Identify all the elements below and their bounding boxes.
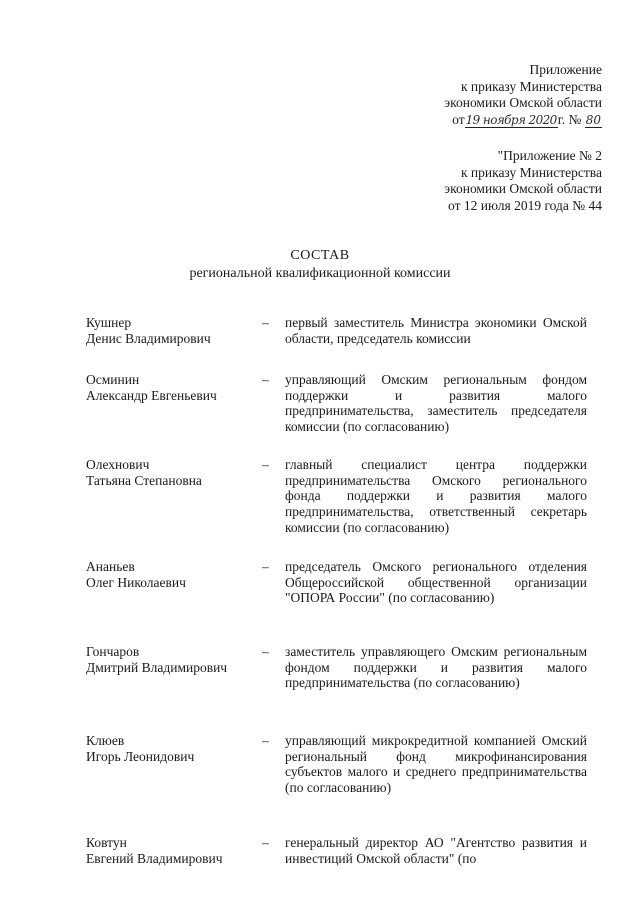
member-dash: – <box>262 835 269 850</box>
member-dash: – <box>262 559 269 574</box>
member-given-names: Игорь Леонидович <box>86 748 195 764</box>
amended-order-reference: к приказу Министерства <box>460 164 602 180</box>
member-role: управляющий микрокредитной компанией Омский региональный фонд микрофинансирования субъектов малого и среднего предпринимательства (по согласованию) <box>285 733 587 796</box>
appendix-label: Приложение <box>529 62 602 77</box>
member-name <box>86 835 256 866</box>
member-role: управляющий Омским региональным фондом поддержки и развития малого предпринимательства, заместитель председателя комиссии (по согласованию) <box>285 372 587 435</box>
title-subheading: региональной квалификационной комиссии <box>189 266 451 281</box>
amended-appendix-label: "Приложение № 2 <box>497 148 602 163</box>
member-name <box>86 315 256 346</box>
member-role: главный специалист центра поддержки предпринимательства Омского регионального фонда поддержки и развития малого предпринимательства, ответственный секретарь комиссии (по согласованию) <box>285 457 587 535</box>
member-surname: Кушнер <box>86 315 132 330</box>
member-given-names: Олег Николаевич <box>86 574 186 590</box>
year-number-prefix: г. № <box>557 111 582 127</box>
member-given-names: Дмитрий Владимирович <box>86 659 228 675</box>
amended-ministry-name: экономики Омской области <box>444 181 602 196</box>
title-heading: СОСТАВ <box>290 248 350 263</box>
member-dash: – <box>262 315 269 330</box>
handwritten-number: 80 <box>585 112 601 127</box>
member-name <box>86 733 256 764</box>
member-name <box>86 372 256 403</box>
member-surname: Гончаров <box>86 644 140 659</box>
member-given-names: Татьяна Степановна <box>86 472 202 488</box>
member-name <box>86 457 256 488</box>
member-surname: Клюев <box>86 733 125 748</box>
member-dash: – <box>262 372 269 387</box>
document-title <box>0 247 640 283</box>
ministry-name: экономики Омской области <box>444 95 602 110</box>
member-given-names: Александр Евгеньевич <box>86 387 217 403</box>
member-dash: – <box>262 733 269 748</box>
member-name <box>86 644 256 675</box>
member-name <box>86 559 256 590</box>
member-dash: – <box>262 457 269 472</box>
amended-appendix-header <box>444 148 602 214</box>
member-role: заместитель управляющего Омским региональным фондом поддержки и развития малого предпринимательства (по согласованию) <box>285 644 587 691</box>
order-date-line <box>444 112 602 129</box>
member-surname: Олехнович <box>86 457 150 472</box>
amended-order-date: от 12 июля 2019 года № 44 <box>448 197 602 213</box>
handwritten-date: 19 ноября 2020 <box>465 112 557 127</box>
member-dash: – <box>262 644 269 659</box>
member-given-names: Евгений Владимирович <box>86 850 223 866</box>
member-surname: Осминин <box>86 372 140 387</box>
member-surname: Ковтун <box>86 835 127 850</box>
appendix-header <box>444 62 602 128</box>
from-prefix: от <box>452 111 465 127</box>
member-role: председатель Омского регионального отделения Общероссийской общественной организации "ОПОРА России" (по согласованию) <box>285 559 587 606</box>
member-role: первый заместитель Министра экономики Омской области, председатель комиссии <box>285 315 587 346</box>
member-given-names: Денис Владимирович <box>86 330 211 346</box>
order-reference: к приказу Министерства <box>460 78 602 94</box>
member-role: генеральный директор АО "Агентство развития и инвестиций Омской области" (по <box>285 835 587 866</box>
member-surname: Ананьев <box>86 559 135 574</box>
